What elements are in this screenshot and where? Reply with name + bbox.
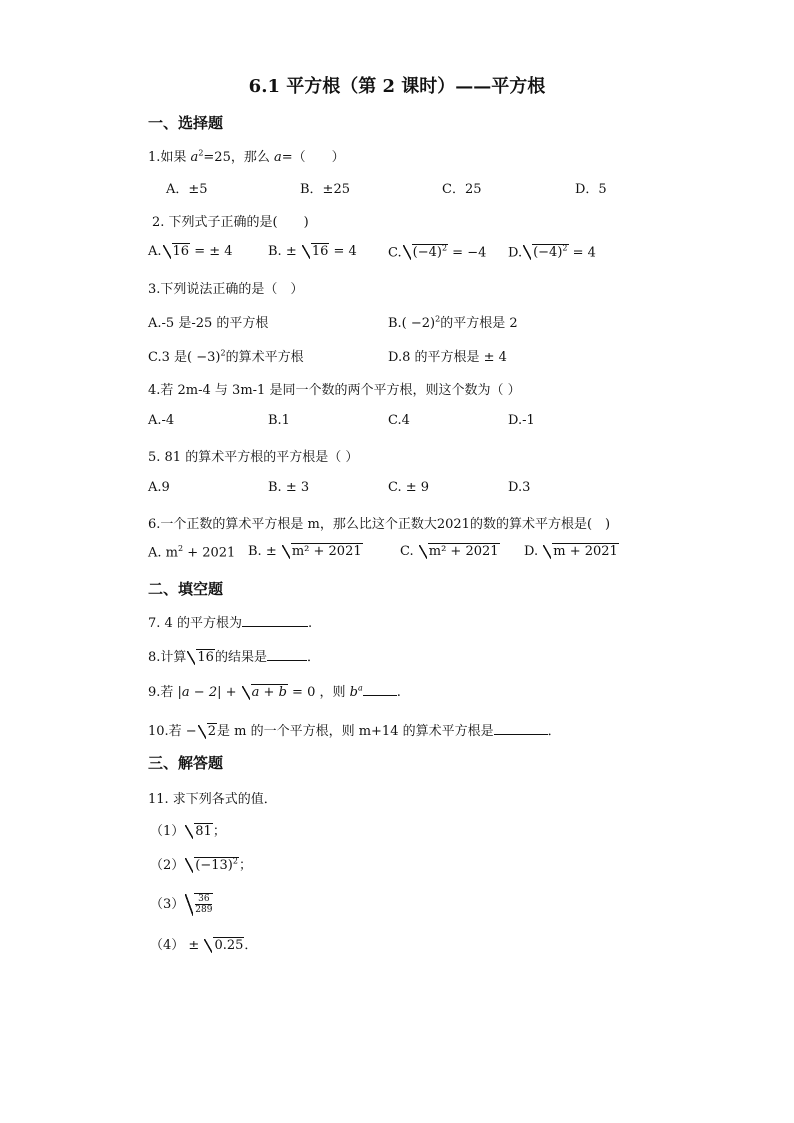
question-2: 2. 下列式子正确的是( )	[152, 215, 309, 230]
q4-option-b: B.1	[268, 413, 290, 428]
section-answer-heading: 三、解答题	[148, 754, 224, 772]
question-11: 11. 求下列各式的值．	[148, 792, 277, 807]
answer-blank[interactable]	[363, 684, 397, 696]
question-6: 6.一个正数的算术平方根是 m，那么比这个正数大2021的数的算术平方根是( )	[148, 517, 611, 532]
question-9: 9.若 |a − 2| + a + b = 0 ，则 $b^a$ .	[148, 683, 401, 700]
question-3: 3.下列说法正确的是（ ）	[148, 282, 304, 297]
q2-option-c: C. $(-4)^2 = -4$	[388, 244, 487, 261]
answer-blank[interactable]	[267, 649, 307, 661]
q2-option-b: B. ± 16 = 4	[268, 244, 357, 259]
question-10: 10.若 − 2是 m 的一个平方根，则 m+14 的算术平方根是 ．	[148, 724, 561, 739]
page-title: 6.1 平方根（第 2 课时）——平方根	[248, 76, 546, 97]
q11-part-4: （4） ± 0.25．	[150, 938, 258, 953]
question-1: 1.如果 $a^2=25$，那么 a=（ ）	[148, 148, 345, 165]
q2-option-a: A. 16 = ± 4	[148, 244, 233, 259]
q4-option-a: A.-4	[148, 413, 175, 428]
question-7: 7. 4 的平方根为 .	[148, 616, 313, 631]
q11-part-2: （2） $(-13)^2$；	[150, 856, 252, 873]
q2-option-d: D. $(-4)^2 = 4$	[508, 244, 596, 261]
q1-option-b: B．±25	[300, 182, 350, 197]
q3-option-c: C.3 是( −3)$^2$的算术平方根	[148, 348, 304, 365]
q11-part-3: （3） $\frac{36}{289}$	[150, 894, 213, 915]
q6-option-a: A. $m^2 + 2021$	[148, 544, 236, 561]
section-fill-heading: 二、填空题	[148, 580, 224, 598]
q5-option-a: A.9	[148, 480, 170, 495]
q5-option-d: D.3	[508, 480, 531, 495]
q6-option-c: C. m² + 2021	[400, 544, 499, 559]
q3-option-d: D.8 的平方根是 ± 4	[388, 350, 507, 365]
answer-blank[interactable]	[494, 723, 548, 735]
q3-option-a: A.-5 是-25 的平方根	[148, 316, 269, 331]
q1-option-a: A．±5	[166, 182, 208, 197]
q1-option-d: D．5	[575, 182, 607, 197]
q1-option-c: C．25	[442, 182, 482, 197]
q6-option-b: B. ± m² + 2021	[248, 544, 362, 559]
q11-part-1: （1） 81；	[150, 824, 226, 839]
section-choice-heading: 一、选择题	[148, 114, 224, 132]
question-8: 8.计算 16的结果是 ．	[148, 650, 320, 665]
q5-option-c: C. ± 9	[388, 480, 430, 495]
question-5: 5. 81 的算术平方根的平方根是（ ）	[148, 450, 359, 465]
q5-option-b: B. ± 3	[268, 480, 310, 495]
q4-option-c: C.4	[388, 413, 410, 428]
q6-option-d: D. m + 2021	[524, 544, 618, 559]
answer-blank[interactable]	[242, 615, 308, 627]
q3-option-b: $B.( -2)^2$的平方根是 2	[388, 314, 518, 331]
q4-option-d: D.-1	[508, 413, 535, 428]
question-4: 4.若 2m-4 与 3m-1 是同一个数的两个平方根，则这个数为（ ）	[148, 383, 521, 398]
